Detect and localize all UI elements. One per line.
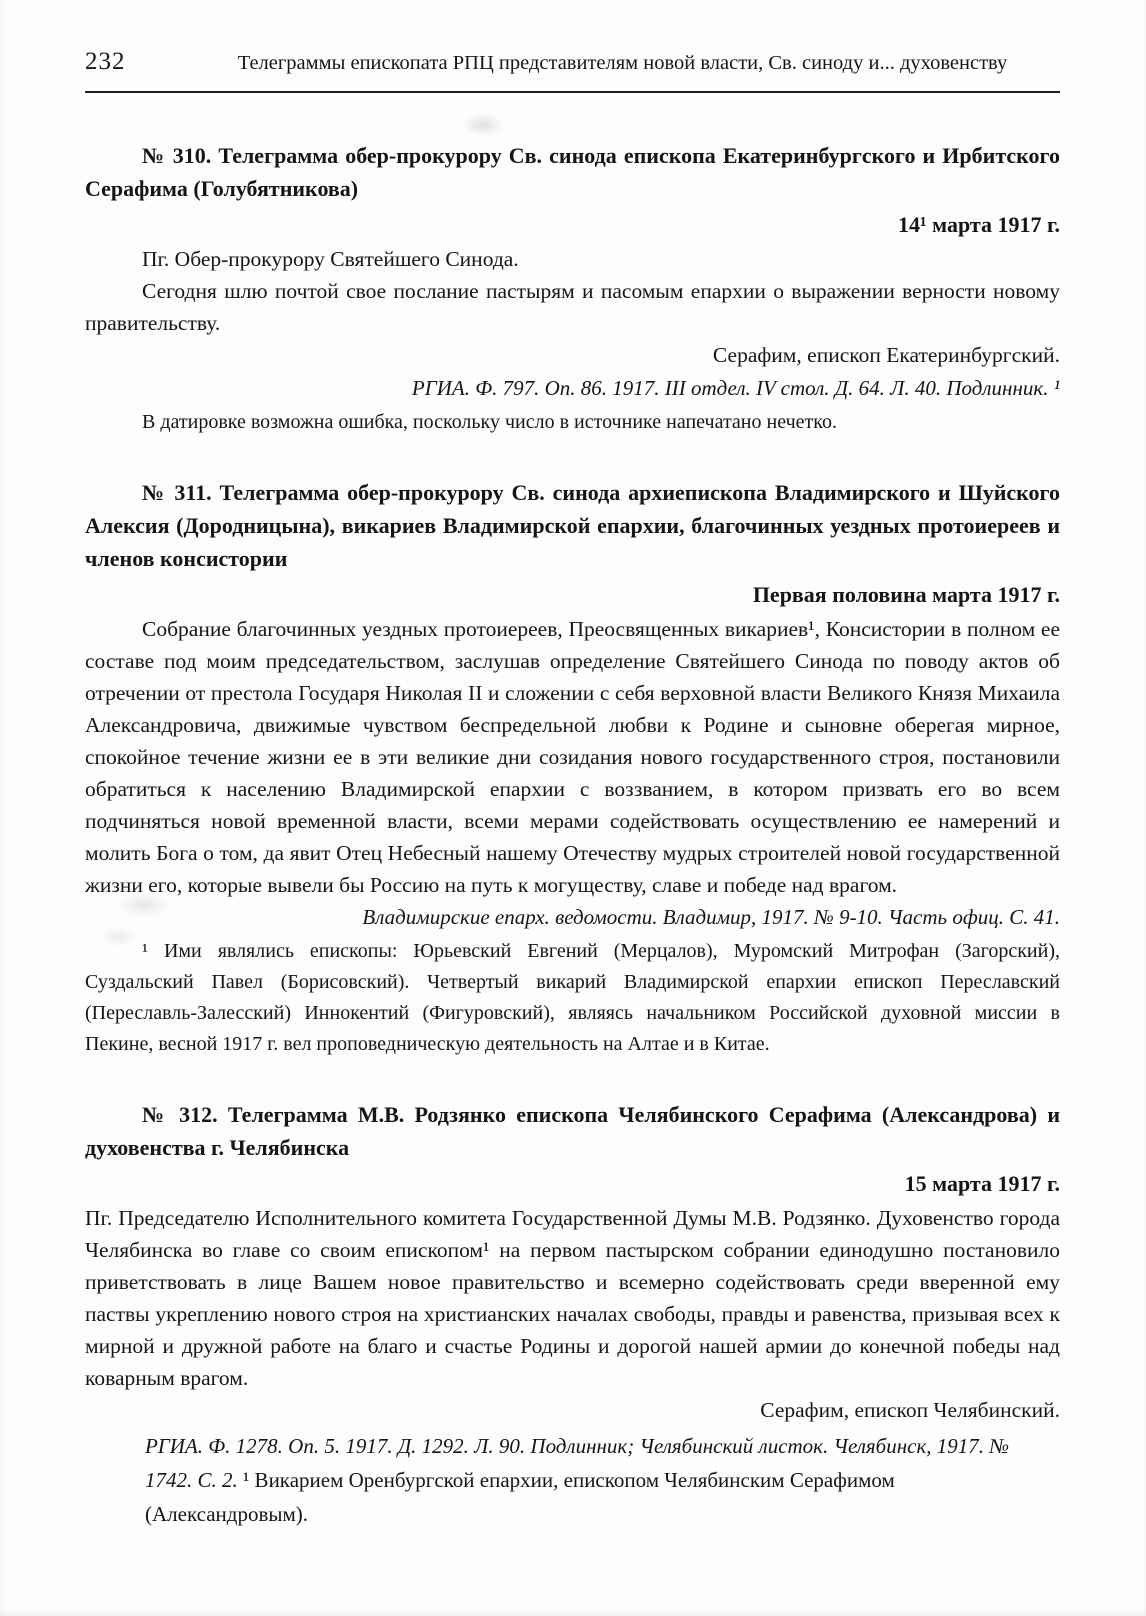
document-date: 15 марта 1917 г.: [904, 1171, 1060, 1196]
document-date: Первая половина марта 1917 г.: [752, 582, 1060, 607]
archive-source: РГИА. Ф. 797. Оп. 86. 1917. III отдел. IV стол. Д. 64. Л. 40. Подлинник. ¹: [411, 376, 1060, 400]
document-311: [85, 476, 1060, 1060]
footnote: ¹ Викарием Оренбургской епархии, епископом Челябинским Серафимом (Александровым).: [145, 1468, 895, 1526]
document-title: № 312. Телеграмма М.В. Родзянко епископа Челябинского Серафима (Александрова) и духовенства г. Челябинска: [85, 1102, 1060, 1160]
footnote: В датировке возможна ошибка, поскольку число в источнике напечатано нечетко.: [142, 411, 837, 433]
paragraph: Сегодня шлю почтой свое послание пастырям и пасомым епархии о выражении верности новому правительству.: [85, 279, 1060, 335]
scan-artifact: [462, 114, 504, 136]
running-title: Телеграммы епископата РПЦ представителям новой власти, Св. синоду и... духовенству: [237, 52, 1008, 74]
document-date: 14¹ марта 1917 г.: [898, 212, 1060, 237]
document-title: № 310. Телеграмма обер-прокурору Св. синода епископа Екатеринбургского и Ирбитского Серафима (Голубятникова): [85, 143, 1060, 201]
signature: Серафим, епископ Челябинский.: [760, 1398, 1060, 1422]
archive-source: РГИА. Ф. 1278. Оп. 5. 1917. Д. 1292. Л. 90. Подлинник; Челябинский листок. Челябинск, 1917. № 1742. С. 2.: [145, 1434, 1010, 1492]
page-number: 232: [85, 48, 126, 75]
archive-source-and-footnote: [145, 1429, 1060, 1531]
paragraph: Собрание благочинных уездных протоиереев, Преосвященных викариев¹, Консистории в полном ее составе под моим председательством, заслушав определение Святейшего Синода по поводу актов об отречении от престола Государя Николая II и сложении с себя верховной власти Великого Князя Михаила Александровича, движимые чувством беспредельной любви к Родине и сыновне оберегая мирное, спокойное течение жизни ее в эти великие дни созидания нового государственного строя, постановили обратиться к населению Владимирской епархии с воззванием, в котором призвать его во всем подчиняться новой временной власти, всеми мерами содействовать осуществлению ее намерений и молить Бога о том, да явит Отец Небесный нашему Отечеству мудрых строителей новой государственной жизни его, которые вывели бы Россию на путь к могуществу, славе и победе над врагом.: [85, 617, 1060, 897]
paragraph: Пг. Обер-прокурору Святейшего Синода.: [142, 247, 519, 271]
document-title: № 311. Телеграмма обер-прокурору Св. синода архиепископа Владимирского и Шуйского Алексия (Дородницына), викариев Владимирской епархии, благочинных уездных протоиереев и членов консистории: [85, 480, 1060, 571]
page-header: [85, 48, 1060, 93]
paragraph: Пг. Председателю Исполнительного комитета Государственной Думы М.В. Родзянко. Духовенство города Челябинска во главе со своим епископом¹ на первом пастырском собрании единодушно постановило приветствовать в лице Вашем новое правительство и всемерно содействовать среди вверенной ему паствы укреплению нового строя на христианских началах свободы, правды и равенства, призывая всех к мирной и дружной работе на благо и счастье Родины и дорогой нашей армии до конечной победы над коварным врагом.: [85, 1206, 1060, 1390]
archive-source: Владимирские епарх. ведомости. Владимир, 1917. № 9-10. Часть офиц. С. 41.: [362, 905, 1060, 929]
document-312: [85, 1098, 1060, 1531]
footnote: ¹ Ими являлись епископы: Юрьевский Евгений (Мерцалов), Муромский Митрофан (Загорский), Суздальский Павел (Борисовский). Четвертый викарий Владимирской епархии епископ Переславский (Переславль-Залесский) Иннокентий (Фигуровский), являясь начальником Российской духовной миссии в Пекине, весной 1917 г. вел проповедническую деятельность на Алтае и в Китае.: [85, 940, 1060, 1055]
signature: Серафим, епископ Екатеринбургский.: [712, 343, 1060, 367]
document-310: [85, 139, 1060, 438]
